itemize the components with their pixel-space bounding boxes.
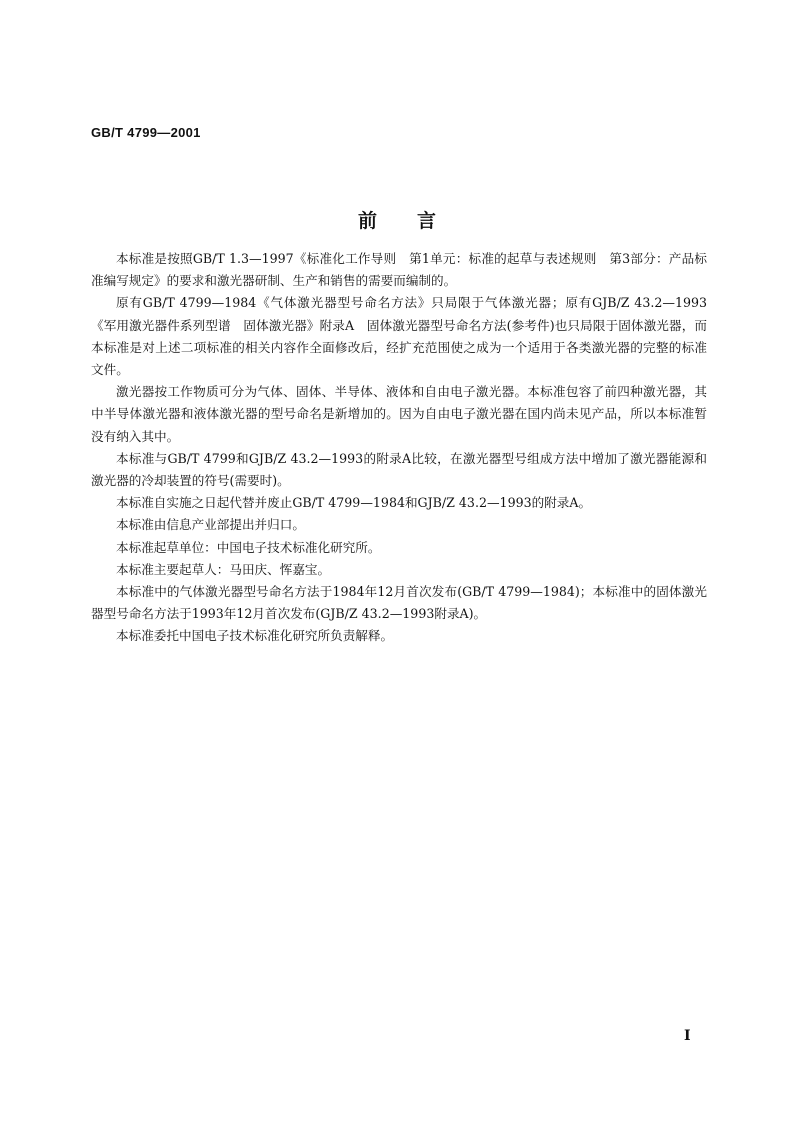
foreword-body [91, 248, 707, 648]
paragraph: 本标准是按照GB/T 1.3—1997《标准化工作导则 第1单元：标准的起草与表述规则 第3部分：产品标准编写规定》的要求和激光器研制、生产和销售的需要而编制的。 [91, 251, 707, 289]
paragraph: 本标准起草单位：中国电子技术标准化研究所。 [116, 539, 381, 555]
paragraph: 本标准中的气体激光器型号命名方法于1984年12月首次发布(GB/T 4799—1984)；本标准中的固体激光器型号命名方法于1993年12月首次发布(GJB/Z 43.2—1993附录A)。 [91, 584, 707, 622]
paragraph: 本标准自实施之日起代替并废止GB/T 4799—1984和GJB/Z 43.2—1993的附录A。 [116, 495, 592, 511]
paragraph: 本标准由信息产业部提出并归口。 [116, 517, 305, 533]
paragraph: 激光器按工作物质可分为气体、固体、半导体、液体和自由电子激光器。本标准包容了前四种激光器，其中半导体激光器和液体激光器的型号命名是新增加的。因为自由电子激光器在国内尚未见产品，所以本标准暂没有纳入其中。 [91, 384, 707, 444]
paragraph: 原有GB/T 4799—1984《气体激光器型号命名方法》只局限于气体激光器；原有GJB/Z 43.2—1993《军用激光器件系列型谱 固体激光器》附录A 固体激光器型号命名方法(参考件)也只局限于固体激光器，而本标准是对上述二项标准的相关内容作全面修改后，经扩充范围使之成为一个适用于各类激光器的完整的标准文件。 [91, 295, 707, 378]
page-number: Ⅰ [684, 1029, 691, 1044]
paragraph: 本标准主要起草人：马田庆、恽嘉宝。 [116, 561, 331, 577]
paragraph: 本标准委托中国电子技术标准化研究所负责解释。 [116, 628, 394, 644]
title-char-2: 言 [417, 210, 437, 232]
paragraph: 本标准与GB/T 4799和GJB/Z 43.2—1993的附录A比较，在激光器型号组成方法中增加了激光器能源和激光器的冷却装置的符号(需要时)。 [91, 450, 707, 489]
title-char-1: 前 [357, 210, 377, 232]
standard-code: GB/T 4799—2001 [91, 125, 201, 140]
page-title [0, 206, 794, 233]
